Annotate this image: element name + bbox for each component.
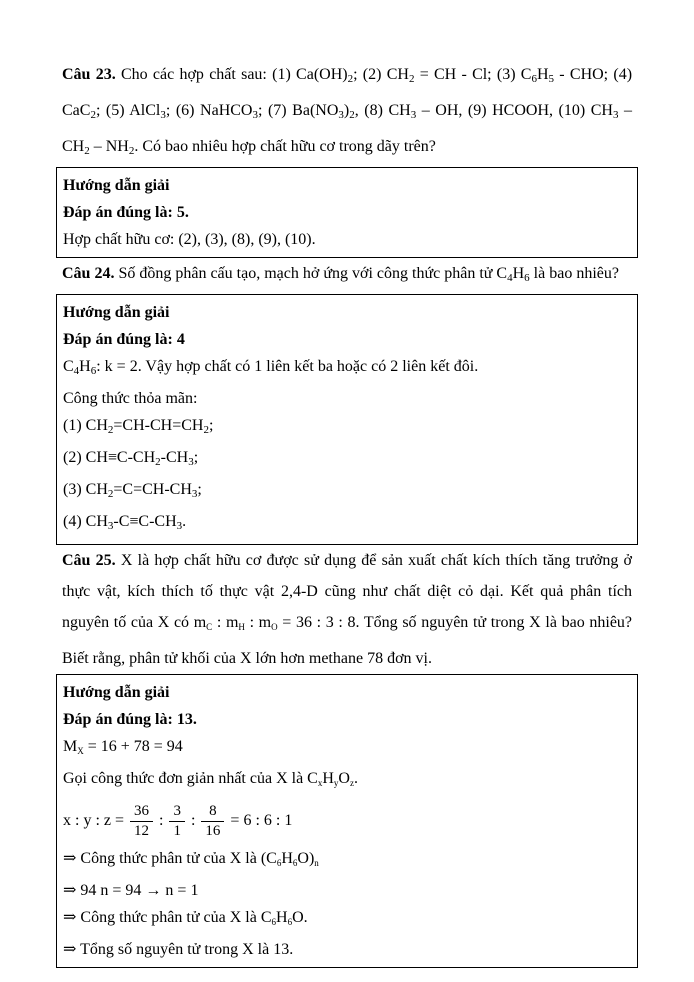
subscript: 2 xyxy=(155,456,161,468)
subscript: 5 xyxy=(548,73,555,85)
text-run: ; (5) AlCl xyxy=(95,102,161,119)
text-run: ; xyxy=(208,417,214,434)
bold-text: Câu 25. xyxy=(62,552,116,569)
question-25-line xyxy=(62,643,632,674)
question-24-line xyxy=(62,258,632,294)
text-run: =CH-CH=CH xyxy=(113,417,204,434)
solution-24-line xyxy=(63,299,631,326)
text-run: C xyxy=(63,358,74,375)
solution-25-line xyxy=(63,797,631,845)
text-run: (1) CH xyxy=(63,417,108,434)
text-run: – OH, (9) HCOOH, (10) CH xyxy=(416,102,613,119)
subscript: X xyxy=(77,746,84,756)
fraction-numerator: 3 xyxy=(173,802,181,819)
subscript: 3 xyxy=(176,520,183,532)
text-run: H xyxy=(512,265,525,282)
solution-25-line xyxy=(63,877,631,904)
subscript: 2 xyxy=(347,73,354,85)
bold-text: Đáp án đúng là: 4 xyxy=(63,331,185,348)
text-run: Biết rằng, phân tử khối của X lớn hơn methane 78 đơn vị. xyxy=(62,650,432,667)
text-run: – xyxy=(618,102,633,119)
subscript: 3 xyxy=(252,109,258,121)
subscript: x xyxy=(317,778,323,788)
subscript: 6 xyxy=(271,917,276,927)
bold-text: Hướng dẫn giải xyxy=(63,177,170,194)
text-run: H xyxy=(79,358,91,375)
text-run: -CH xyxy=(160,449,189,466)
subscript: 2 xyxy=(90,109,96,121)
text-run: M xyxy=(63,738,78,755)
question-25-line xyxy=(62,607,632,643)
text-run: = 6 : 6 : 1 xyxy=(226,812,293,829)
bold-text: Hướng dẫn giải xyxy=(63,304,170,321)
text-run: x : y : z = xyxy=(63,812,129,829)
fraction xyxy=(201,802,224,841)
subscript: 2 xyxy=(84,145,90,157)
solution-24 xyxy=(56,294,638,545)
subscript: 2 xyxy=(408,73,415,85)
subscript: 3 xyxy=(338,109,344,121)
text-run: = CH - Cl; (3) C xyxy=(414,66,532,83)
subscript: y xyxy=(333,778,339,788)
text-run: ⇒ Công thức phân tử của X là (C xyxy=(63,850,277,867)
solution-24-line xyxy=(63,385,631,412)
solution-24-line xyxy=(63,508,631,540)
text-run: nguyên tố của X có m xyxy=(62,614,207,631)
subscript: 6 xyxy=(276,858,282,868)
question-24 xyxy=(56,258,638,294)
text-run: , (8) CH xyxy=(354,102,411,119)
fraction-denominator: 16 xyxy=(201,821,224,841)
text-run: ; (6) NaHCO xyxy=(165,102,253,119)
subscript: H xyxy=(238,622,245,632)
text-run: O. xyxy=(292,909,308,926)
solution-25-line xyxy=(63,936,631,963)
question-23-line xyxy=(62,95,632,131)
text-run: là bao nhiêu? xyxy=(529,265,619,282)
text-run: . xyxy=(182,513,187,530)
text-run: : xyxy=(186,812,200,829)
solution-24-line xyxy=(63,353,631,385)
subscript: 6 xyxy=(531,73,537,85)
question-25 xyxy=(56,545,638,674)
text-run: (2) CH≡C-CH xyxy=(63,449,156,466)
subscript: 2 xyxy=(107,424,114,436)
text-run: – NH xyxy=(89,138,129,155)
text-run: ) xyxy=(343,102,350,119)
question-25-line xyxy=(62,545,632,576)
subscript: O xyxy=(271,622,278,632)
text-run: Cho các hợp chất sau: (1) Ca(OH) xyxy=(115,66,348,83)
text-run: . Có bao nhiêu hợp chất hữu cơ trong dãy trên? xyxy=(134,138,436,155)
subscript: C xyxy=(206,622,213,632)
text-run: (3) CH xyxy=(63,481,108,498)
solution-23-line xyxy=(63,172,631,199)
subscript: 3 xyxy=(107,520,114,532)
document-page xyxy=(56,59,638,968)
text-run: ⇒ Tổng số nguyên tử trong X là 13. xyxy=(63,941,294,958)
fraction-numerator: 8 xyxy=(209,802,217,819)
text-run: X là hợp chất hữu cơ được sử dụng để sản xuất chất kích thích tăng trưởng ở xyxy=(115,552,633,569)
subscript: n xyxy=(314,858,319,868)
text-run: -C≡C-CH xyxy=(113,513,177,530)
text-run: =C=CH-CH xyxy=(113,481,192,498)
text-run: ⇒ Công thức phân tử của X là C xyxy=(63,909,272,926)
solution-24-line xyxy=(63,326,631,353)
question-23-line xyxy=(62,131,632,167)
question-25-line xyxy=(62,576,632,607)
text-run: H xyxy=(536,66,549,83)
bold-text: Đáp án đúng là: 13. xyxy=(63,711,197,728)
fraction xyxy=(169,802,185,841)
text-run: Gọi công thức đơn giản nhất của X là C xyxy=(63,770,318,787)
subscript: 2 xyxy=(107,488,114,500)
subscript: 3 xyxy=(410,109,417,121)
bold-text: Câu 24. xyxy=(62,265,115,282)
subscript: 6 xyxy=(292,858,298,868)
text-run: ; xyxy=(197,481,202,498)
solution-25 xyxy=(56,674,638,968)
solution-25-line xyxy=(63,845,631,877)
text-run: : xyxy=(155,812,168,829)
solution-25-line xyxy=(63,765,631,797)
fraction-denominator: 1 xyxy=(169,821,185,841)
text-run: : m xyxy=(244,614,272,631)
text-run: ; (2) CH xyxy=(353,66,409,83)
subscript: 6 xyxy=(524,272,530,284)
text-run: O xyxy=(338,770,350,787)
subscript: 2 xyxy=(203,424,209,436)
text-run: H xyxy=(322,770,334,787)
text-run: . xyxy=(353,770,358,787)
solution-23-line xyxy=(63,226,631,253)
text-run: CaC xyxy=(62,102,91,119)
text-run: O) xyxy=(297,850,315,867)
text-run: = 16 + 78 = 94 xyxy=(83,738,183,755)
text-run: = 36 : 3 : 8. Tổng số nguyên tử trong X là bao nhiêu? xyxy=(277,614,633,631)
text-run: ; xyxy=(193,449,199,466)
solution-23-line xyxy=(63,199,631,226)
fraction-numerator: 36 xyxy=(134,802,150,819)
subscript: 2 xyxy=(349,109,355,121)
subscript: 4 xyxy=(73,365,80,377)
text-run: : k = 2. Vậy hợp chất có 1 liên kết ba hoặc có 2 liên kết đôi. xyxy=(96,358,479,375)
bold-text: Hướng dẫn giải xyxy=(63,684,170,701)
fraction-denominator: 12 xyxy=(130,821,153,841)
text-run: Hợp chất hữu cơ: (2), (3), (8), (9), (10). xyxy=(63,231,316,248)
subscript: 3 xyxy=(191,488,198,500)
subscript: 6 xyxy=(287,917,293,927)
text-run: H xyxy=(276,909,288,926)
subscript: 2 xyxy=(128,145,135,157)
subscript: 3 xyxy=(188,456,194,468)
text-run: ⇒ 94 n = 94 → n = 1 xyxy=(63,882,199,899)
text-run: CH xyxy=(62,138,85,155)
text-run: - CHO; (4) xyxy=(554,66,633,83)
question-23-line xyxy=(62,59,632,95)
question-23 xyxy=(56,59,638,167)
text-run: Công thức thỏa mãn: xyxy=(63,390,198,407)
solution-24-line xyxy=(63,444,631,476)
bold-text: Đáp án đúng là: 5. xyxy=(63,204,189,221)
subscript: z xyxy=(349,778,354,788)
solution-25-line xyxy=(63,706,631,733)
subscript: 6 xyxy=(90,365,97,377)
solution-24-line xyxy=(63,476,631,508)
text-run: H xyxy=(281,850,293,867)
subscript: 4 xyxy=(507,272,513,284)
text-run: thực vật, kích thích tố thực vật 2,4-D cũng như chất diệt cỏ dại. Kết quả phân tích xyxy=(62,583,632,600)
text-run: Số đồng phân cấu tạo, mạch hở ứng với công thức phân tử C xyxy=(114,265,508,282)
solution-24-line xyxy=(63,412,631,444)
text-run: : m xyxy=(212,614,239,631)
fraction xyxy=(130,802,153,841)
text-run: ; (7) Ba(NO xyxy=(258,102,339,119)
text-run: (4) CH xyxy=(63,513,108,530)
solution-25-line xyxy=(63,904,631,936)
solution-25-line xyxy=(63,679,631,706)
solution-23 xyxy=(56,167,638,258)
subscript: 3 xyxy=(612,109,619,121)
solution-25-line xyxy=(63,733,631,765)
subscript: 3 xyxy=(160,109,166,121)
bold-text: Câu 23. xyxy=(62,66,116,83)
